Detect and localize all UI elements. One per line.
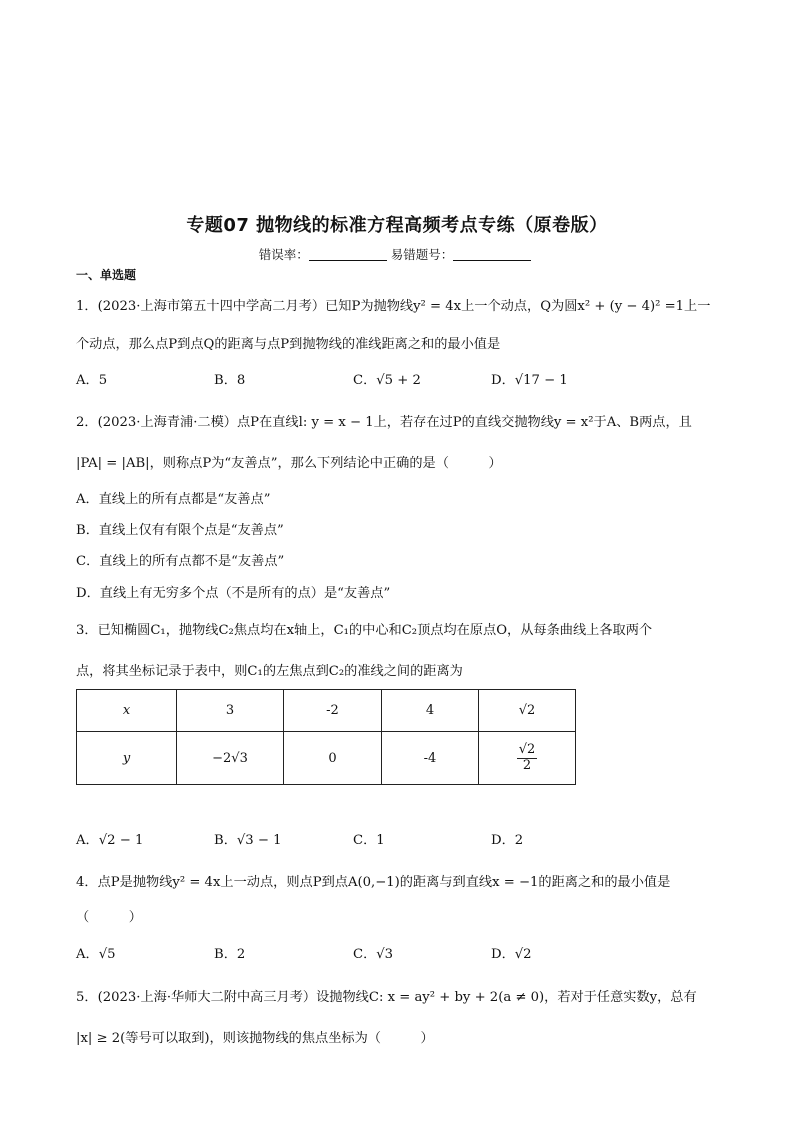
error-record-line	[0, 245, 794, 263]
table-cell: 3	[177, 690, 284, 732]
q1-line1: 1．(2023·上海市第五十四中学高二月考）已知P为抛物线y² = 4x上一个动点，Q为圆x² + (y − 4)² =1上一	[76, 299, 711, 314]
q3-line2: 点，将其坐标记录于表中，则C₁的左焦点到C₂的准线之间的距离为	[76, 664, 463, 679]
q3-option-d[interactable]: D．2	[491, 833, 524, 848]
error-no-blank[interactable]	[453, 248, 531, 261]
table-cell: 4	[382, 690, 479, 732]
q3-line1: 3．已知椭圆C₁，抛物线C₂焦点均在x轴上，C₁的中心和C₂顶点均在原点O，从每条曲线上各取两个	[76, 623, 653, 638]
q5-line1: 5．(2023·上海·华师大二附中高三月考）设抛物线C: x = ay² + by + 2(a ≠ 0)，若对于任意实数y，总有	[76, 990, 697, 1005]
q2-option-c[interactable]: C．直线上的所有点都不是“友善点”	[76, 554, 285, 569]
table-cell-fraction	[479, 732, 576, 785]
q1-option-a[interactable]: A．5	[76, 373, 108, 388]
fraction-numerator: √2	[518, 742, 536, 758]
section-heading: 一、单选题	[76, 268, 137, 282]
q1-option-b[interactable]: B．8	[214, 373, 246, 388]
q2-option-a[interactable]: A．直线上的所有点都是“友善点”	[76, 492, 271, 507]
fraction	[517, 743, 538, 773]
table-row-x	[77, 690, 576, 732]
q2-option-d[interactable]: D．直线上有无穷多个点（不是所有的点）是“友善点”	[76, 586, 391, 601]
q2-line2: |PA| = |AB|，则称点P为“友善点”，那么下列结论中正确的是（ ）	[76, 456, 502, 471]
page-title: 专题07 抛物线的标准方程高频考点专练（原卷版）	[186, 215, 608, 236]
q1-option-c[interactable]: C．√5 + 2	[353, 373, 421, 388]
error-no-label: 易错题号：	[390, 247, 454, 262]
q3-option-a[interactable]: A．√2 − 1	[76, 833, 144, 848]
error-rate-label: 错误率：	[258, 247, 309, 262]
fraction-denominator: 2	[522, 757, 532, 773]
table-cell: y	[77, 732, 177, 785]
q4-line2: （ ）	[76, 910, 142, 925]
q4-line1: 4．点P是抛物线y² = 4x上一动点，则点P到点A(0,−1)的距离与到直线x = −1的距离之和的最小值是	[76, 875, 671, 890]
table-cell: √2	[479, 690, 576, 732]
q1-option-d[interactable]: D．√17 − 1	[491, 373, 568, 388]
table-row-y	[77, 732, 576, 785]
coordinate-table	[76, 689, 576, 785]
q3-option-c[interactable]: C．1	[353, 833, 385, 848]
q2-line1: 2．(2023·上海青浦·二模）点P在直线l: y = x − 1上，若存在过P的直线交抛物线y = x²于A、B两点，且	[76, 415, 692, 430]
table-cell: -2	[284, 690, 382, 732]
q5-line2: |x| ≥ 2(等号可以取到)，则该抛物线的焦点坐标为（ ）	[76, 1031, 434, 1046]
q4-option-b[interactable]: B．2	[214, 947, 246, 962]
table-cell: 0	[284, 732, 382, 785]
q2-option-b[interactable]: B．直线上仅有有限个点是“友善点”	[76, 523, 284, 538]
q4-option-a[interactable]: A．√5	[76, 947, 116, 962]
q4-option-d[interactable]: D．√2	[491, 947, 532, 962]
q3-option-b[interactable]: B．√3 − 1	[214, 833, 282, 848]
error-rate-blank[interactable]	[309, 248, 387, 261]
table-cell: -4	[382, 732, 479, 785]
q4-option-c[interactable]: C．√3	[353, 947, 394, 962]
table-cell: x	[77, 690, 177, 732]
q1-line2: 个动点，那么点P到点Q的距离与点P到抛物线的准线距离之和的最小值是	[76, 337, 501, 352]
table-cell: −2√3	[177, 732, 284, 785]
